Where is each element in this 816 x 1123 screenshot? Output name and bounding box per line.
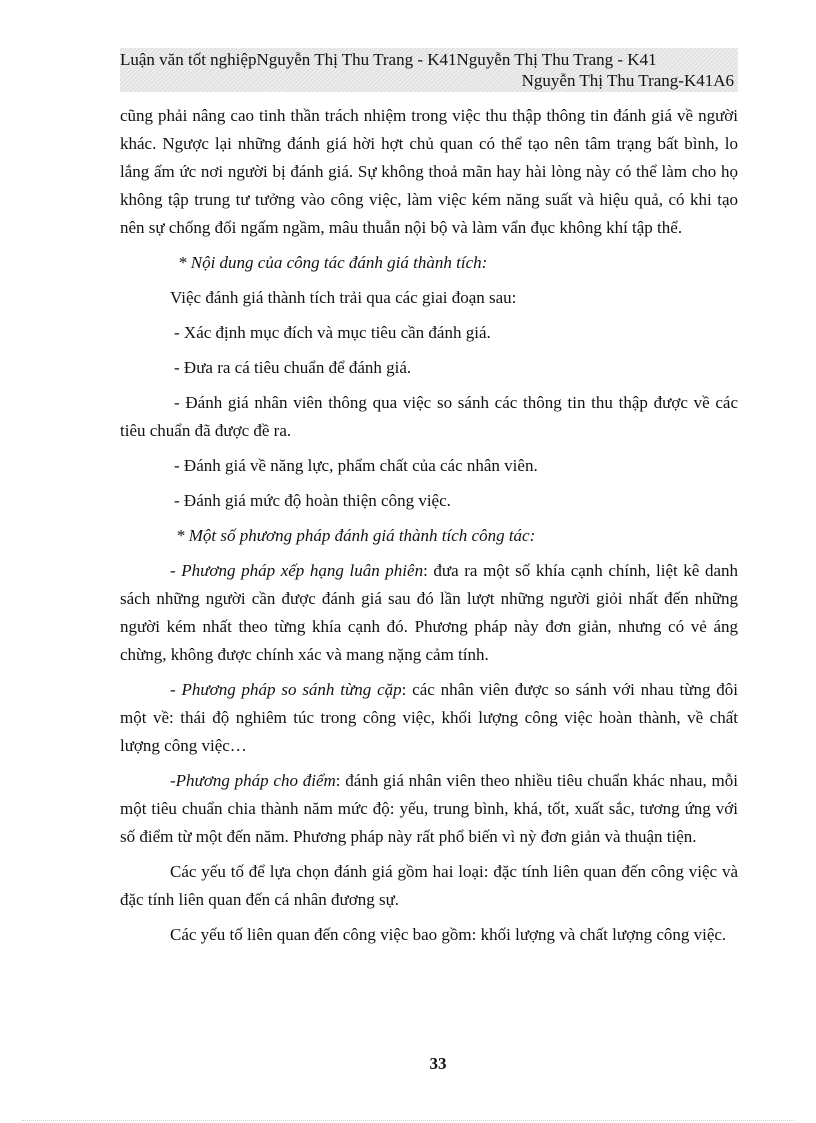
method-rotation-text: : đưa ra một số khía cạnh chính, liệt kê danh sách những người cần được đánh giá sau đó lần lượt những người giỏi nhất đến những người kém nhất theo từng khía cạnh đó. Phương pháp này đơn giản, nhưng có vẻ áng chừng, không được chính xác và mang nặng cảm tính. [120,561,738,664]
method-scoring-prefix: - [170,771,176,790]
method-pairwise-text: : các nhân viên được so sánh với nhau từng đôi một về: thái độ nghiêm túc trong công việc, khối lượng công việc hoàn thành, về chất lượng công việc… [120,680,738,755]
list-item-completion: - Đánh giá mức độ hoàn thiện công việc. [174,491,451,510]
running-header [120,48,738,92]
page-body [120,102,738,949]
header-line-1: Luận văn tốt nghiệpNguyễn Thị Thu Trang - K41Nguyễn Thị Thu Trang - K41 [120,50,657,69]
paragraph-continued: cũng phải nâng cao tinh thần trách nhiệm trong việc thu thập thông tin đánh giá về người khác. Ngược lại những đánh giá hời hợt chủ quan có thể tạo nên tâm trạng bất bình, lo lắng ấm ức nơi người bị đánh giá. Sự không thoả mãn hay hài lòng này có thể làm cho họ không tập trung tư tưởng vào công việc, làm việc kém năng suất và hiệu quả, có khi tạo nên sự chống đối ngấm ngầm, mâu thuẫn nội bộ và làm vẩn đục không khí tập thể. [120,106,738,237]
list-item-purpose: - Xác định mục đích và mục tiêu cần đánh giá. [174,323,491,342]
method-pairwise-prefix: - [170,680,182,699]
page-bottom-divider [22,1120,794,1121]
list-item-criteria: - Đưa ra cá tiêu chuẩn để đánh giá. [174,358,412,377]
section-heading-content: * Nội dung của công tác đánh giá thành tích: [178,253,488,272]
paragraph-job-factors: Các yếu tố liên quan đến công việc bao gồm: khối lượng và chất lượng công việc. [170,925,727,944]
method-rotation-prefix: - [170,561,182,580]
method-scoring-title: Phương pháp cho điểm [175,771,336,790]
method-pairwise [120,676,738,760]
method-rotation [120,557,738,669]
methods-heading-text: * Một số phương pháp đánh giá thành tích công tác: [176,526,536,545]
method-pairwise-title: Phương pháp so sánh từng cặp [181,680,402,699]
paragraph-stages-intro: Việc đánh giá thành tích trải qua các giai đoạn sau: [170,288,517,307]
method-rotation-title: Phương pháp xếp hạng luân phiên [181,561,424,580]
header-line-2: Nguyễn Thị Thu Trang-K41A6 [521,71,734,90]
page-number: 33 [429,1054,447,1073]
list-item-competence: - Đánh giá về năng lực, phẩm chất của các nhân viên. [174,456,538,475]
list-item-compare: - Đánh giá nhân viên thông qua việc so sánh các thông tin thu thập được về các tiêu chuẩn đã được đề ra. [120,393,738,440]
paragraph-selection-factors: Các yếu tố để lựa chọn đánh giá gồm hai loại: đặc tính liên quan đến công việc và đặc tính liên quan đến cá nhân đương sự. [120,862,738,909]
method-scoring-text: : đánh giá nhân viên theo nhiều tiêu chuẩn khác nhau, mỗi một tiêu chuẩn chia thành năm mức độ: yếu, trung bình, khá, tốt, xuất sắc, tương ứng với số điểm từ một đến năm. Phương pháp này rất phổ biến vì nỳ đơn giản và thuận tiện. [120,771,738,846]
method-scoring [120,767,738,851]
section-heading-methods [120,522,738,550]
